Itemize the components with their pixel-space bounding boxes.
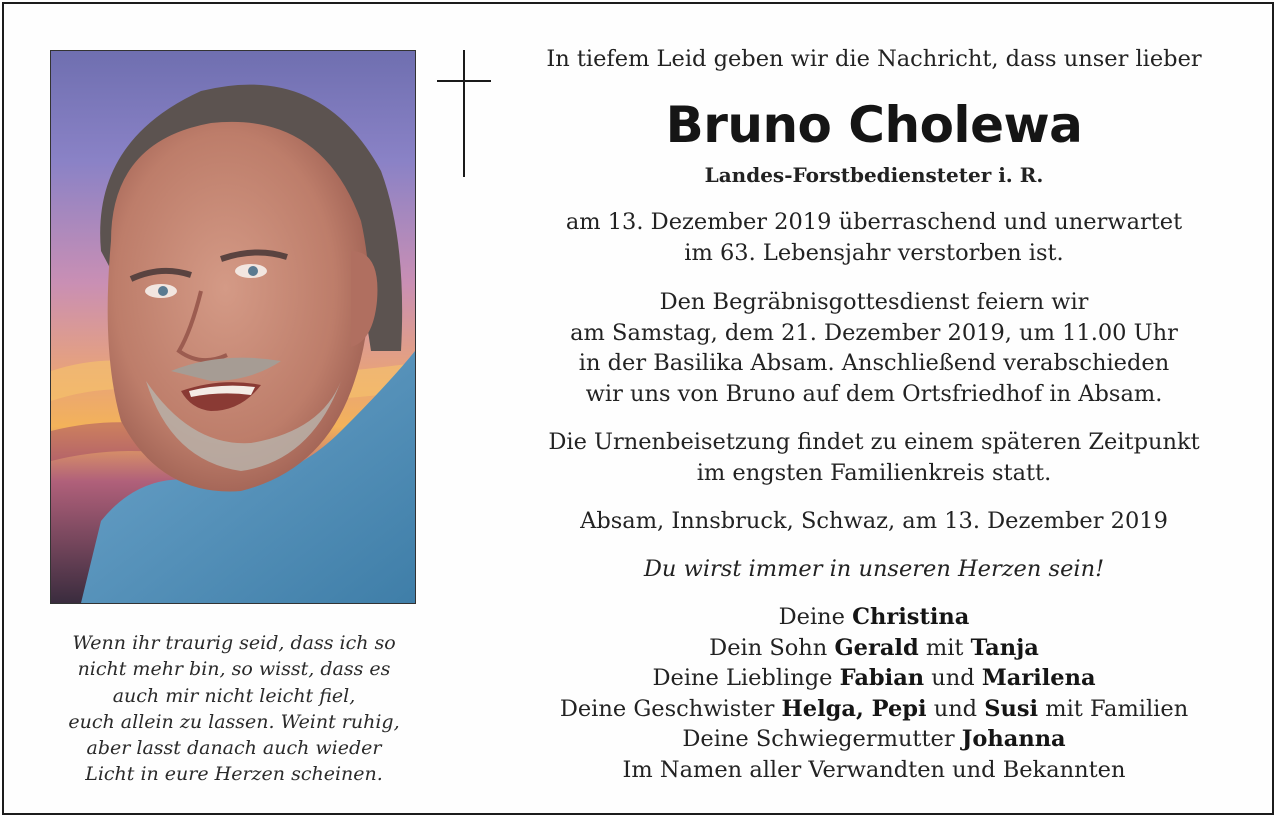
cross-horizontal-bar xyxy=(437,80,491,82)
obituary-card xyxy=(2,2,1274,815)
death-notice xyxy=(504,207,1244,268)
service-line: wir uns von Bruno auf dem Ortsfriedhof in Absam. xyxy=(585,380,1163,407)
poem-line: euch allein zu lassen. Weint ruhig, xyxy=(68,710,400,733)
family-relation: Deine xyxy=(778,604,853,630)
deceased-title: Landes-Forstbediensteter i. R. xyxy=(704,163,1044,187)
urn-line: im engsten Familienkreis statt. xyxy=(696,459,1052,486)
urn-line: Die Urnenbeisetzung findet zu einem späteren Zeitpunkt xyxy=(548,429,1200,455)
service-info xyxy=(504,287,1244,409)
family-line xyxy=(504,602,1244,633)
family-line xyxy=(504,633,1244,664)
service-line: Den Begräbnisgottesdienst feiern wir xyxy=(659,289,1089,315)
service-line: am Samstag, dem 21. Dezember 2019, um 11.00 Uhr xyxy=(570,319,1178,346)
poem-line: Wenn ihr traurig seid, dass ich so xyxy=(72,632,396,654)
cross-vertical-bar xyxy=(463,50,465,177)
family-member-name: Fabian xyxy=(839,665,925,691)
intro-text: In tiefem Leid geben wir die Nachricht, dass unser lieber xyxy=(546,46,1202,72)
family-line xyxy=(504,663,1244,694)
family-connector: mit xyxy=(918,634,971,661)
death-notice-line: im 63. Lebensjahr verstorben ist. xyxy=(684,239,1064,266)
deceased-name: Bruno Cholewa xyxy=(665,96,1083,154)
urn-info xyxy=(504,427,1244,488)
family-line xyxy=(504,694,1244,725)
family-member-name: Tanja xyxy=(970,634,1039,661)
poem-line: Licht in eure Herzen scheinen. xyxy=(85,763,383,786)
family-relation: Deine Schwiegermutter xyxy=(682,726,962,752)
family-member-name: Helga, Pepi xyxy=(781,695,927,722)
poem xyxy=(44,630,424,788)
family-connector: mit Familien xyxy=(1038,695,1189,722)
service-line: in der Basilika Absam. Anschließend verabschieden xyxy=(578,350,1170,376)
family-member-name: Susi xyxy=(984,695,1039,722)
place-date: Absam, Innsbruck, Schwaz, am 13. Dezember 2019 xyxy=(580,508,1168,534)
family-member-name: Marilena xyxy=(981,665,1096,691)
family-member-name: Gerald xyxy=(834,634,919,661)
family-relation: Deine Lieblinge xyxy=(652,665,840,691)
family-line: Im Namen aller Verwandten und Bekannten xyxy=(622,756,1126,783)
death-notice-line: am 13. Dezember 2019 überraschend und unerwartet xyxy=(565,209,1183,235)
motto: Du wirst immer in unseren Herzen sein! xyxy=(643,556,1105,582)
family-line xyxy=(504,724,1244,755)
poem-line: nicht mehr bin, so wisst, dass es xyxy=(77,658,391,681)
family-relation: Deine Geschwister xyxy=(559,695,782,722)
family-connector: und xyxy=(926,695,985,722)
family-connector: und xyxy=(924,665,982,691)
family-member-name: Johanna xyxy=(961,726,1066,752)
family-list xyxy=(504,602,1244,785)
poem-line: auch mir nicht leicht fiel, xyxy=(112,684,356,707)
portrait-photo xyxy=(50,50,416,604)
family-member-name: Christina xyxy=(852,604,970,630)
poem-line: aber lasst danach auch wieder xyxy=(86,737,382,760)
family-relation: Dein Sohn xyxy=(709,634,835,661)
